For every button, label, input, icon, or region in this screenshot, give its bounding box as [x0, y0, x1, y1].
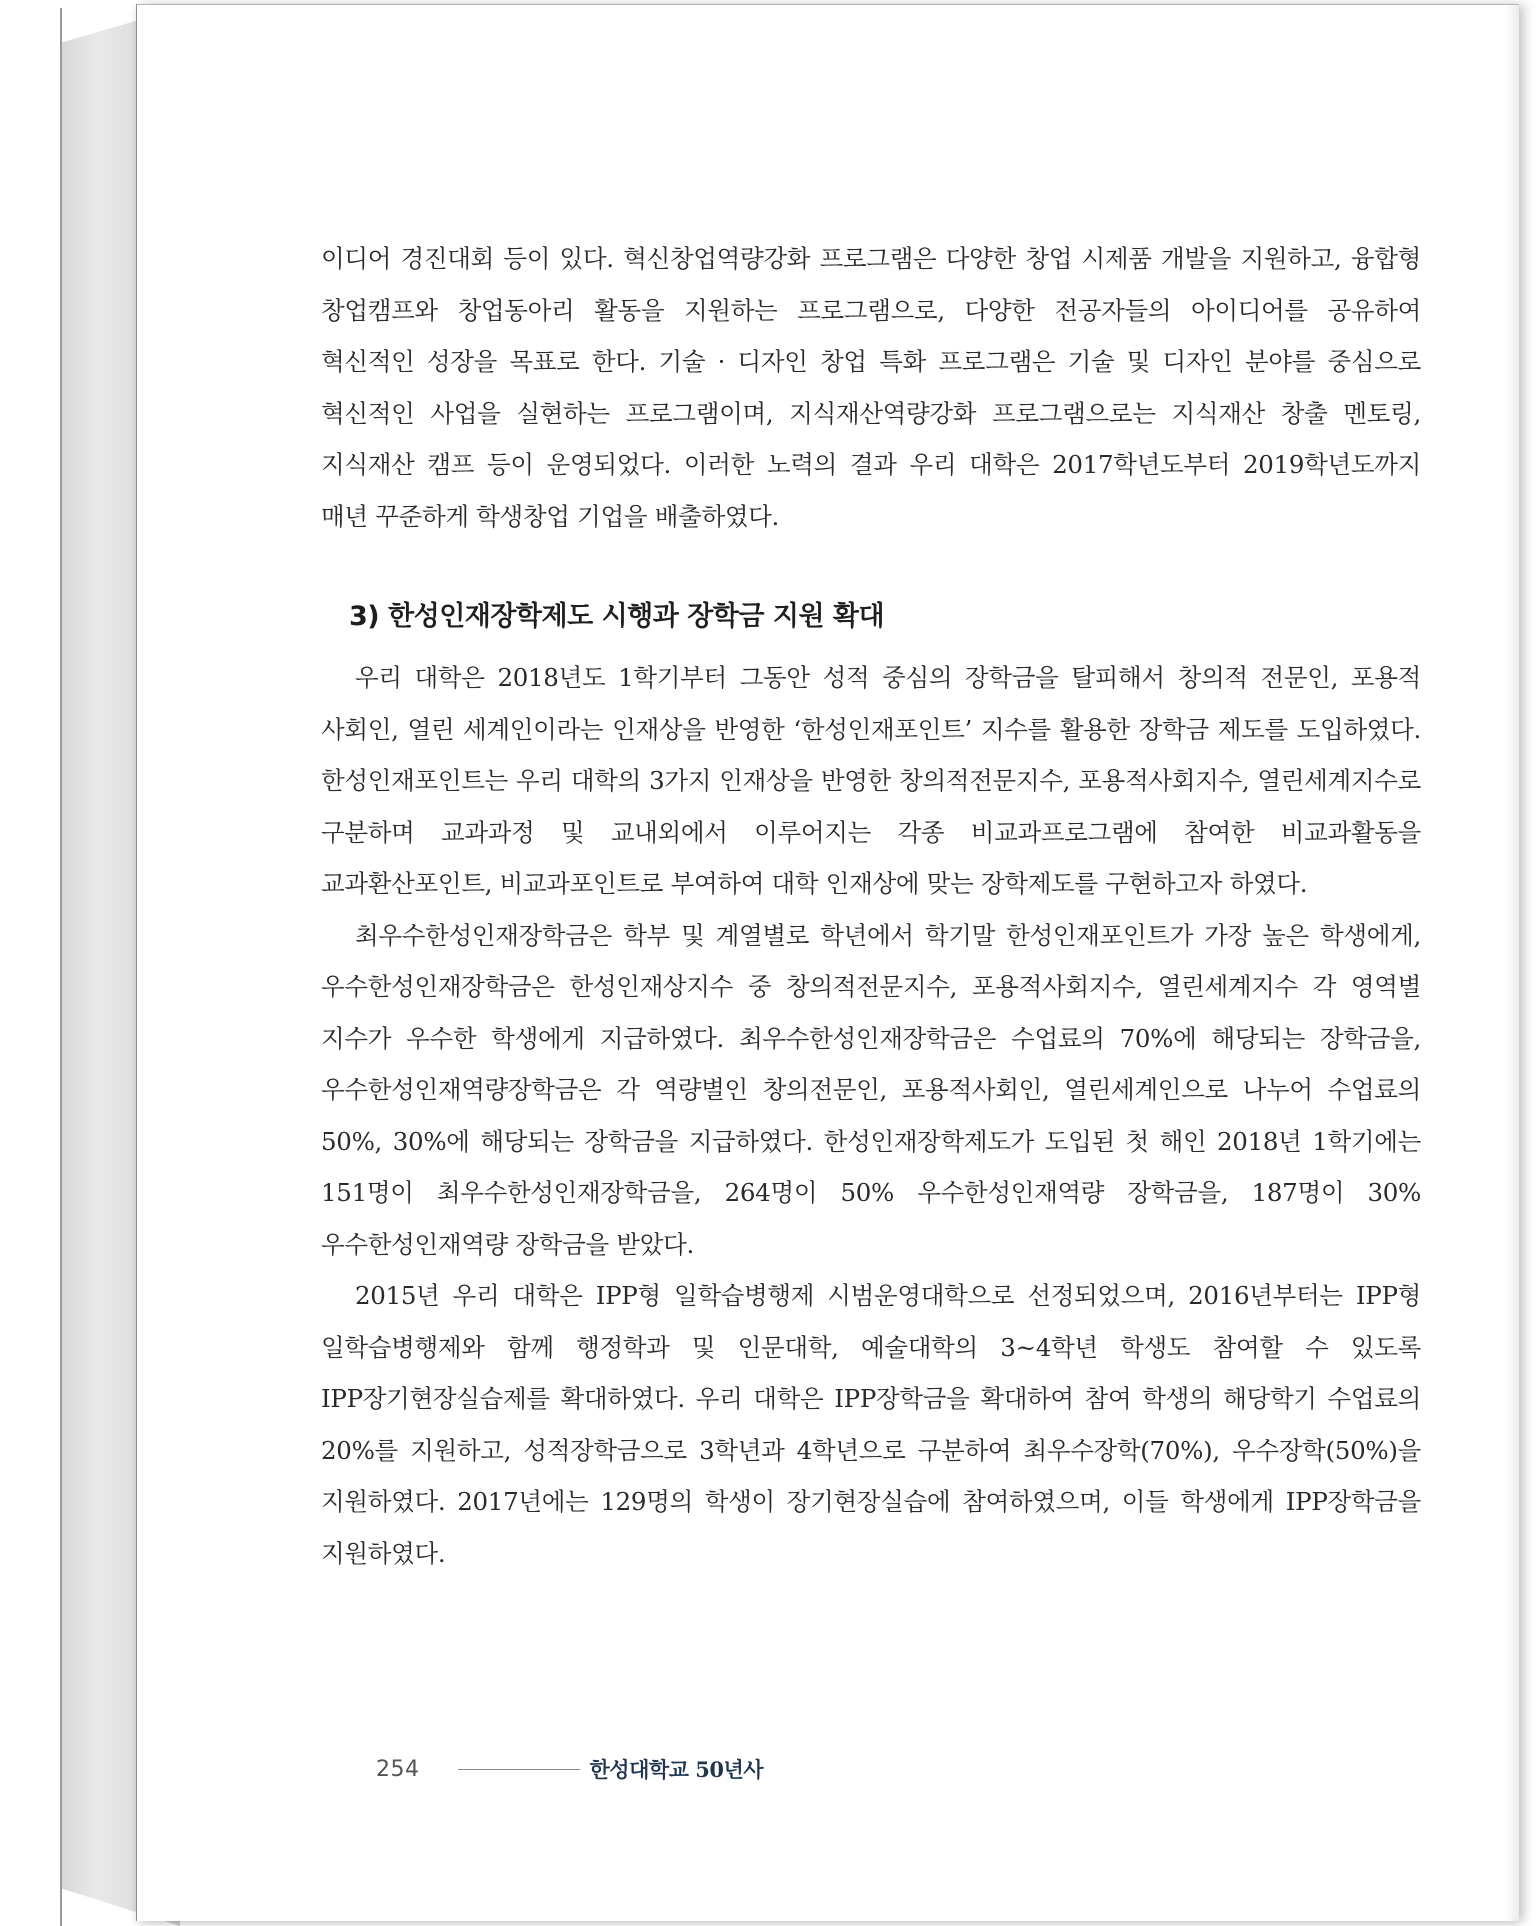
book-page — [136, 4, 1519, 1921]
section-heading: 3) 한성인재장학제도 시행과 장학금 지원 확대 — [349, 601, 885, 632]
paragraph-scholarship-details: 최우수한성인재장학금은 학부 및 계열별로 학년에서 학기말 한성인재포인트가 가장 높은 학생에게, 우수한성인재장학금은 한성인재상지수 중 창의적전문지수, 포용적사회지수, 열린세계지수 각 영역별 지수가 우수한 학생에게 지급하였다. 최우수한성인재장학금은 수업료의 70%에 해당되는 장학금을, 우수한성인재역량장학금은 각 역량별인 창의전문인, 포용적사회인, 열린세계인으로 나누어 수업료의 50%, 30%에 해당되는 장학금을 지급하였다. 한성인재장학제도가 도입된 첫 해인 2018년 1학기에는 151명이 최우수한성인재장학금을, 264명이 50% 우수한성인재역량 장학금을, 187명이 30% 우수한성인재역량 장학금을 받았다. — [321, 920, 1421, 1259]
page-content — [321, 233, 1421, 1579]
page-footer — [376, 1749, 763, 1789]
paragraph-ipp-program: 2015년 우리 대학은 IPP형 일학습병행제 시범운영대학으로 선정되었으며, 2016년부터는 IPP형 일학습병행제와 함께 행정학과 및 인문대학, 예술대학의 3~4학년 학생도 참여할 수 있도록 IPP장기현장실습제를 확대하였다. 우리 대학은 IPP장학금을 확대하여 참여 학생의 해당학기 수업료의 20%를 지원하고, 성적장학금으로 3학년과 4학년으로 구분하여 최우수장학(70%), 우수장학(50%)을 지원하였다. 2017년에는 129명의 학생이 장기현장실습에 참여하였으며, 이들 학생에게 IPP장학금을 지원하였다. — [321, 1281, 1421, 1568]
footer-divider — [458, 1769, 580, 1770]
paragraph-scholarship-intro: 우리 대학은 2018년도 1학기부터 그동안 성적 중심의 장학금을 탈피해서 창의적 전문인, 포용적 사회인, 열린 세계인이라는 인재상을 반영한 ‘한성인재포인트’ 지수를 활용한 장학금 제도를 도입하였다. 한성인재포인트는 우리 대학의 3가지 인재상을 반영한 창의적전문지수, 포용적사회지수, 열린세계지수로 구분하며 교과과정 및 교내외에서 이루어지는 각종 비교과프로그램에 참여한 비교과활동을 교과환산포인트, 비교과포인트로 부여하여 대학 인재상에 맞는 장학제도를 구현하고자 하였다. — [321, 663, 1421, 898]
page-number: 254 — [376, 1756, 420, 1782]
running-title: 한성대학교 50년사 — [589, 1757, 764, 1782]
paragraph-continued: 이디어 경진대회 등이 있다. 혁신창업역량강화 프로그램은 다양한 창업 시제품 개발을 지원하고, 융합형 창업캠프와 창업동아리 활동을 지원하는 프로그램으로, 다양한 전공자들의 아이디어를 공유하여 혁신적인 성장을 목표로 한다. 기술 · 디자인 창업 특화 프로그램은 기술 및 디자인 분야를 중심으로 혁신적인 사업을 실현하는 프로그램이며, 지식재산역량강화 프로그램으로는 지식재산 창출 멘토링, 지식재산 캠프 등이 운영되었다. 이러한 노력의 결과 우리 대학은 2017학년도부터 2019학년도까지 매년 꾸준하게 학생창업 기업을 배출하였다. — [321, 244, 1421, 531]
page-edge-shadow — [1505, 5, 1519, 1921]
